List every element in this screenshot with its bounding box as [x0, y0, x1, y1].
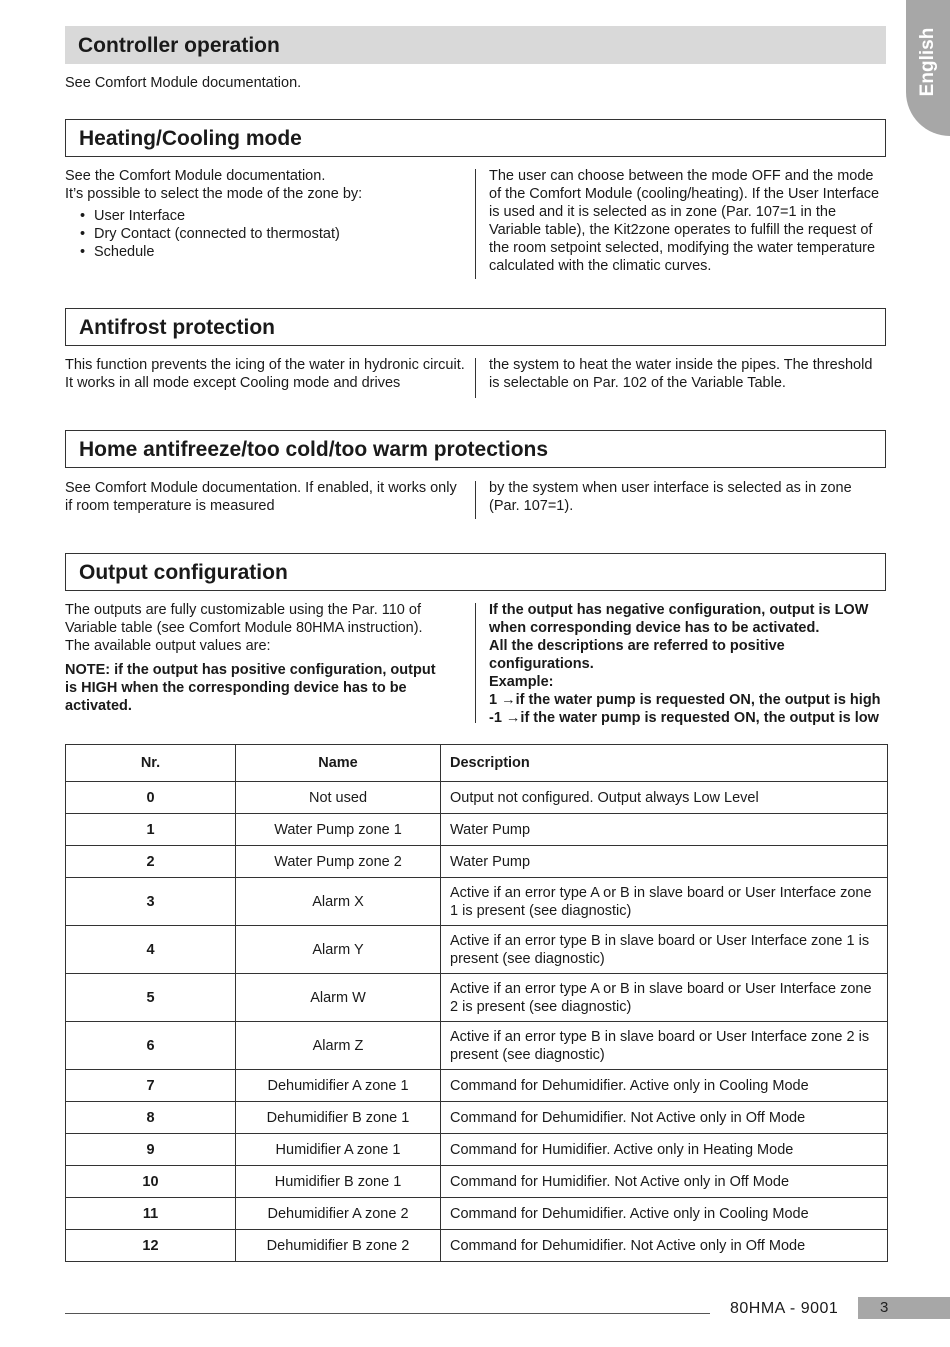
output-left-p1: The outputs are fully customizable using the Par. 110 of Variable table (see Comfort Module 80HMA instruction). The available output values are:	[65, 602, 423, 654]
cell-nr: 1	[66, 814, 236, 846]
cell-description: Command for Humidifier. Not Active only in Off Mode	[441, 1166, 888, 1198]
output-example-2: -1 →if the water pump is requested ON, the output is low	[489, 710, 879, 726]
cell-nr: 7	[66, 1070, 236, 1102]
list-item: • User Interface	[94, 207, 465, 225]
cell-nr: 6	[66, 1022, 236, 1070]
cell-name: Dehumidifier B zone 2	[236, 1230, 441, 1262]
heating-right-column	[489, 167, 885, 275]
home-left-text: See Comfort Module documentation. If enabled, it works only if room temperature is measured	[65, 480, 457, 514]
section-title-home-protections: Home antifreeze/too cold/too warm protections	[65, 430, 886, 468]
cell-description: Active if an error type A or B in slave board or User Interface zone 2 is present (see diagnostic)	[441, 974, 888, 1022]
cell-name: Humidifier A zone 1	[236, 1134, 441, 1166]
table-row	[66, 1166, 888, 1198]
antifrost-right-column	[489, 356, 885, 392]
cell-nr: 9	[66, 1134, 236, 1166]
antifrost-left-text: This function prevents the icing of the water in hydronic circuit. It works in all mode except Cooling mode and drives	[65, 357, 465, 391]
table-row	[66, 974, 888, 1022]
cell-name: Alarm Z	[236, 1022, 441, 1070]
column-header-nr: Nr.	[66, 745, 236, 782]
cell-name: Dehumidifier A zone 1	[236, 1070, 441, 1102]
cell-description: Command for Dehumidifier. Active only in Cooling Mode	[441, 1198, 888, 1230]
table-row	[66, 926, 888, 974]
output-left-column	[65, 601, 450, 715]
section-title-heating-cooling: Heating/Cooling mode	[65, 119, 886, 157]
footer-rule	[65, 1313, 710, 1314]
table-row	[66, 1022, 888, 1070]
cell-description: Active if an error type A or B in slave board or User Interface zone 1 is present (see diagnostic)	[441, 878, 888, 926]
cell-nr: 0	[66, 782, 236, 814]
cell-nr: 10	[66, 1166, 236, 1198]
cell-nr: 2	[66, 846, 236, 878]
output-right-p3: Example:	[489, 674, 554, 690]
home-left-column	[65, 479, 465, 515]
heating-right-text: The user can choose between the mode OFF and the mode of the Comfort Module (cooling/heating). If the User Interface is used and it is selected as in zone (Par. 107=1 in the Variable table), the Kit2zone operates to fulfill the request of the room setpoint selected, modifying the water temperature calculated with the climatic curves.	[489, 168, 880, 274]
output-example-1: 1 →if the water pump is requested ON, the output is high	[489, 692, 881, 708]
table-row	[66, 782, 888, 814]
column-divider	[475, 358, 476, 398]
cell-nr: 11	[66, 1198, 236, 1230]
cell-description: Command for Dehumidifier. Not Active only in Off Mode	[441, 1230, 888, 1262]
cell-description: Active if an error type B in slave board or User Interface zone 1 is present (see diagnostic)	[441, 926, 888, 974]
heating-left-p2: It’s possible to select the mode of the zone by:	[65, 186, 363, 202]
cell-name: Alarm Y	[236, 926, 441, 974]
cell-nr: 4	[66, 926, 236, 974]
cell-description: Command for Humidifier. Active only in Heating Mode	[441, 1134, 888, 1166]
column-divider	[475, 603, 476, 723]
table-row	[66, 1070, 888, 1102]
output-right-p2: All the descriptions are referred to positive configurations.	[489, 638, 785, 672]
table-row	[66, 1102, 888, 1134]
table-row	[66, 878, 888, 926]
cell-nr: 12	[66, 1230, 236, 1262]
cell-description: Command for Dehumidifier. Not Active only in Off Mode	[441, 1102, 888, 1134]
heating-left-column	[65, 167, 465, 261]
document-code: 80HMA - 9001	[730, 1300, 839, 1317]
section-title-antifrost: Antifrost protection	[65, 308, 886, 346]
heating-left-p1: See the Comfort Module documentation.	[65, 168, 326, 184]
home-right-text: by the system when user interface is selected as in zone (Par. 107=1).	[489, 480, 852, 514]
list-item: • Schedule	[94, 243, 465, 261]
antifrost-left-column	[65, 356, 465, 392]
cell-nr: 5	[66, 974, 236, 1022]
table-row	[66, 814, 888, 846]
table-row	[66, 1134, 888, 1166]
cell-name: Not used	[236, 782, 441, 814]
table-header-row	[66, 745, 888, 782]
cell-name: Water Pump zone 2	[236, 846, 441, 878]
cell-name: Dehumidifier B zone 1	[236, 1102, 441, 1134]
output-right-p1: If the output has negative configuration, output is LOW when corresponding device has to be activated.	[489, 602, 869, 636]
table-row	[66, 846, 888, 878]
cell-description: Command for Dehumidifier. Active only in Cooling Mode	[441, 1070, 888, 1102]
cell-name: Humidifier B zone 1	[236, 1166, 441, 1198]
page-number: 3	[858, 1297, 950, 1319]
cell-name: Water Pump zone 1	[236, 814, 441, 846]
column-divider	[475, 169, 476, 279]
cell-description: Water Pump	[441, 814, 888, 846]
cell-nr: 3	[66, 878, 236, 926]
language-tab	[906, 0, 950, 136]
table-row	[66, 1198, 888, 1230]
cell-nr: 8	[66, 1102, 236, 1134]
controller-text: See Comfort Module documentation.	[65, 75, 302, 91]
heating-mode-list	[65, 207, 465, 261]
output-note: NOTE: if the output has positive configuration, output is HIGH when the corresponding device has to be activated.	[65, 662, 436, 714]
home-right-column	[489, 479, 885, 515]
cell-description: Active if an error type B in slave board or User Interface zone 2 is present (see diagnostic)	[441, 1022, 888, 1070]
language-label: English	[917, 27, 938, 97]
output-values-table	[65, 744, 888, 1262]
output-right-column	[489, 601, 885, 727]
list-item: • Dry Contact (connected to thermostat)	[94, 225, 465, 243]
table-row	[66, 1230, 888, 1262]
cell-name: Alarm W	[236, 974, 441, 1022]
section-title-output-config: Output configuration	[65, 553, 886, 591]
column-header-description: Description	[441, 745, 888, 782]
column-header-name: Name	[236, 745, 441, 782]
cell-description: Output not configured. Output always Low Level	[441, 782, 888, 814]
cell-description: Water Pump	[441, 846, 888, 878]
column-divider	[475, 481, 476, 519]
section-title-controller: Controller operation	[65, 26, 886, 64]
antifrost-right-text: the system to heat the water inside the pipes. The threshold is selectable on Par. 102 of the Variable Table.	[489, 357, 873, 391]
cell-name: Dehumidifier A zone 2	[236, 1198, 441, 1230]
cell-name: Alarm X	[236, 878, 441, 926]
